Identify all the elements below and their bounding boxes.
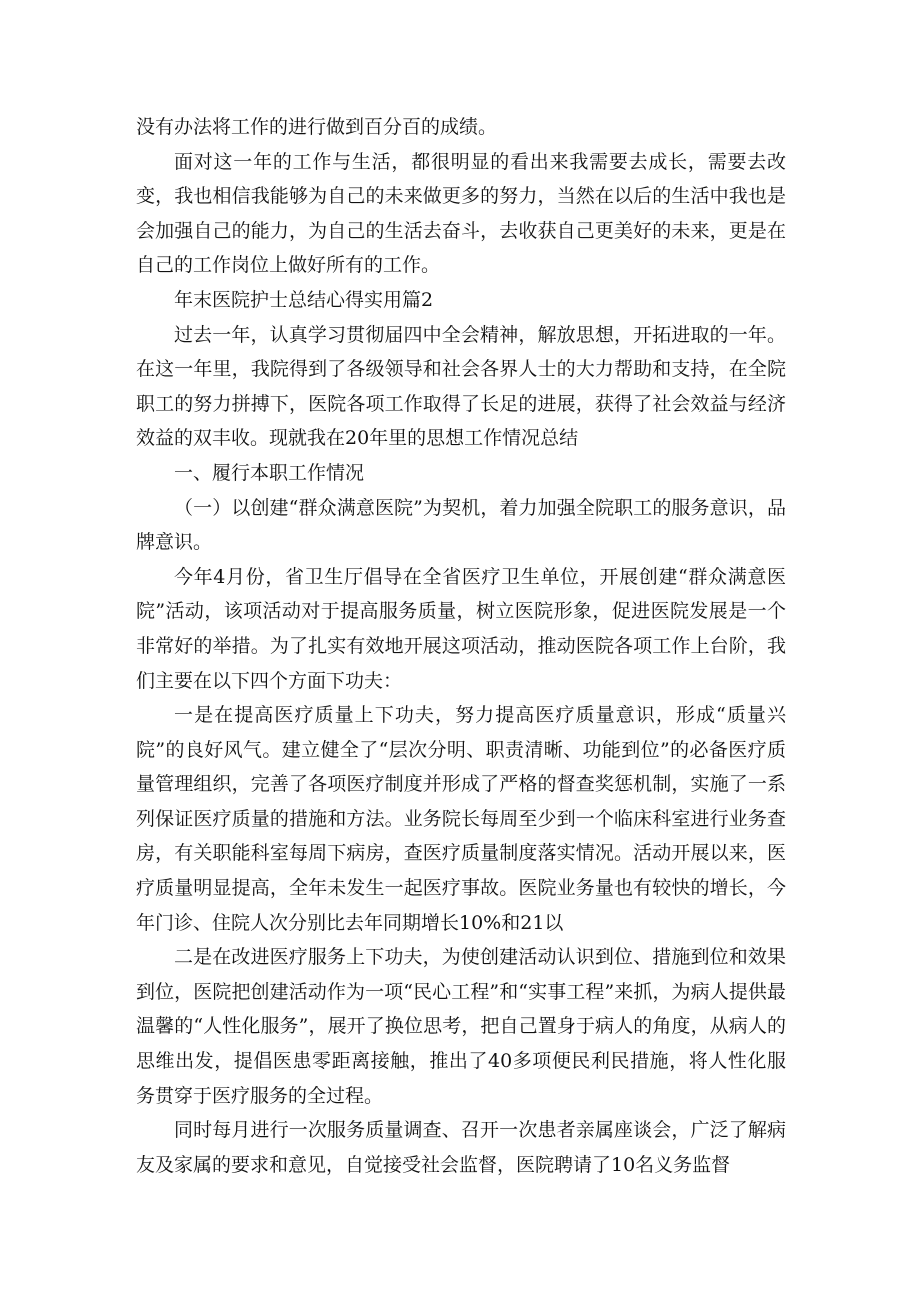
paragraph-reflection: 面对这一年的工作与生活，都很明显的看出来我需要去成长，需要去改变，我也相信我能够为自己的未来做更多的努力，当然在以后的生活中我也是会加强自己的能力，为自己的生活去奋斗，去收获自己更美好的未来，更是在自己的工作岗位上做好所有的工作。: [136, 150, 786, 277]
paragraph-quality: 一是在提高医疗质量上下功夫，努力提高医疗质量意识，形成“质量兴院”的良好风气。建立健全了“层次分明、职责清晰、功能到位”的必备医疗质量管理组织，完善了各项医疗制度并形成了严格的督查奖惩机制，实施了一系列保证医疗质量的措施和方法。业务院长每周至少到一个临床科室进行业务查房，有关职能科室每周下病房，查医疗质量制度落实情况。活动开展以来，医疗质量明显提高，全年未发生一起医疗事故。医院业务量也有较快的增长，今年门诊、住院人次分别比去年同期增长10%和21以: [136, 704, 786, 934]
paragraph-service: 二是在改进医疗服务上下功夫，为使创建活动认识到位、措施到位和效果到位，医院把创建活动作为一项“民心工程”和“实事工程”来抓，为病人提供最温馨的“人性化服务”，展开了换位思考，把自己置身于病人的角度，从病人的思维出发，提倡医患零距离接触，推出了40多项便民利民措施，将人性化服务贯穿于医疗服务的全过程。: [136, 946, 786, 1107]
subheading-satisfied-hospital: （一）以创建“群众满意医院”为契机，着力加强全院职工的服务意识，品牌意识。: [136, 496, 786, 554]
paragraph-april-campaign: 今年4月份，省卫生厅倡导在全省医疗卫生单位，开展创建“群众满意医院”活动，该项活动对于提高服务质量，树立医院形象，促进医院发展是一个非常好的举措。为了扎实有效地开展这项活动，推动医院各项工作上台阶，我们主要在以下四个方面下功夫：: [136, 565, 786, 692]
paragraph-monthly-survey: 同时每月进行一次服务质量调查、召开一次患者亲属座谈会，广泛了解病友及家属的要求和意见，自觉接受社会监督，医院聘请了10名义务监督: [136, 1119, 786, 1176]
section-heading-duties: 一、履行本职工作情况: [174, 461, 365, 484]
document-body: [136, 110, 786, 1182]
paragraph-year-review: 过去一年，认真学习贯彻届四中全会精神，解放思想，开拓进取的一年。在这一年里，我院得到了各级领导和社会各界人士的大力帮助和支持，在全院职工的努力拼搏下，医院各项工作取得了长足的进展，获得了社会效益与经济效益的双丰收。现就我在20年里的思想工作情况总结: [136, 323, 786, 450]
paragraph-continuation: 没有办法将工作的进行做到百分百的成绩。: [136, 116, 498, 138]
section-title: 年末医院护士总结心得实用篇2: [174, 288, 434, 311]
